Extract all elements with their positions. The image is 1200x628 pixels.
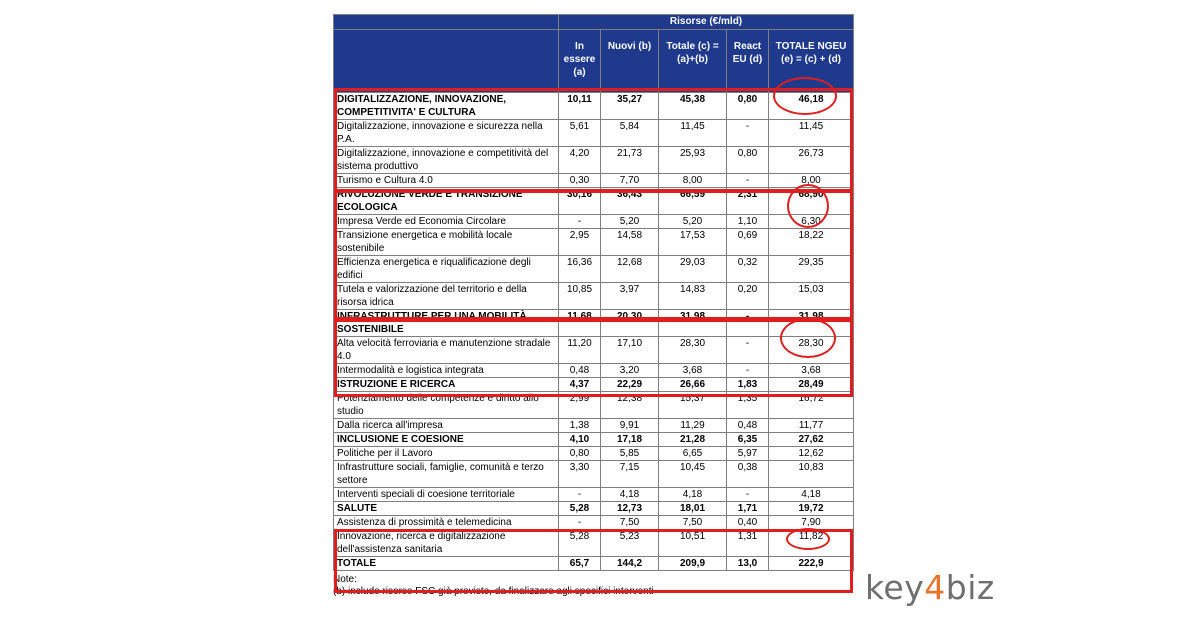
cell-value: 7,50	[601, 516, 659, 530]
cell-value: 12,38	[601, 392, 659, 419]
cell-value: 18,01	[659, 502, 727, 516]
row-label: Impresa Verde ed Economia Circolare	[334, 215, 559, 229]
cell-value: 7,90	[769, 516, 854, 530]
cell-value: 144,2	[601, 557, 659, 571]
cell-value: -	[727, 337, 769, 364]
cell-value: 0,20	[727, 283, 769, 310]
section-row	[334, 502, 854, 516]
cell-value: 0,80	[727, 147, 769, 174]
cell-value: 0,38	[727, 461, 769, 488]
cell-value: 2,99	[559, 392, 601, 419]
cell-value: 8,00	[769, 174, 854, 188]
cell-value: 10,45	[659, 461, 727, 488]
cell-value: 5,20	[601, 215, 659, 229]
cell-value: 21,28	[659, 433, 727, 447]
cell-value: 1,35	[727, 392, 769, 419]
cell-value: 10,51	[659, 530, 727, 557]
cell-value: 26,73	[769, 147, 854, 174]
row-label: INCLUSIONE E COESIONE	[334, 433, 559, 447]
row-label: DIGITALIZZAZIONE, INNOVAZIONE, COMPETITIVITA' E CULTURA	[334, 93, 559, 120]
cell-value: 11,77	[769, 419, 854, 433]
notes-line: (b) include risorse FSC già previste, da finalizzare agli specifici interventi	[333, 586, 654, 597]
cell-value: 0,80	[559, 447, 601, 461]
cell-value: -	[559, 516, 601, 530]
cell-value: 3,68	[659, 364, 727, 378]
header-group-label: Risorse (€/mld)	[559, 15, 854, 30]
cell-value: 28,30	[659, 337, 727, 364]
row-label: TOTALE	[334, 557, 559, 571]
cell-value: -	[559, 488, 601, 502]
section-row	[334, 433, 854, 447]
cell-value: 4,18	[769, 488, 854, 502]
cell-value: 11,20	[559, 337, 601, 364]
cell-value: 0,32	[727, 256, 769, 283]
key4biz-logo	[865, 568, 995, 608]
cell-value: 5,61	[559, 120, 601, 147]
header-blank-cell	[334, 15, 559, 30]
cell-value: -	[559, 215, 601, 229]
cell-value: 209,9	[659, 557, 727, 571]
cell-value: 14,58	[601, 229, 659, 256]
cell-value: 11,82	[769, 530, 854, 557]
cell-value: 3,20	[601, 364, 659, 378]
cell-value: 4,18	[659, 488, 727, 502]
cell-value: 28,49	[769, 378, 854, 392]
highlight-box-infrastrutture	[334, 319, 853, 397]
row-label: RIVOLUZIONE VERDE E TRANSIZIONE ECOLOGICA	[334, 188, 559, 215]
cell-value: 10,83	[769, 461, 854, 488]
cell-value: 5,28	[559, 502, 601, 516]
cell-value: 1,71	[727, 502, 769, 516]
cell-value: 4,10	[559, 433, 601, 447]
column-header: In essere (a)	[559, 30, 601, 93]
cell-value: 7,50	[659, 516, 727, 530]
logo-text-key: key	[865, 568, 925, 607]
cell-value: 8,00	[659, 174, 727, 188]
column-header: React EU (d)	[727, 30, 769, 93]
row-label: Digitalizzazione, innovazione e competitività del sistema produttivo	[334, 147, 559, 174]
table-row	[334, 419, 854, 433]
table-row	[334, 447, 854, 461]
cell-value: 3,68	[769, 364, 854, 378]
highlight-oval-68-90	[787, 184, 829, 228]
cell-value: 22,29	[601, 378, 659, 392]
cell-value: 17,53	[659, 229, 727, 256]
cell-value: 15,03	[769, 283, 854, 310]
cell-value: 2,95	[559, 229, 601, 256]
row-label: ISTRUZIONE E RICERCA	[334, 378, 559, 392]
highlight-oval-46-18	[773, 77, 837, 115]
cell-value: 30,16	[559, 188, 601, 215]
cell-value: 17,10	[601, 337, 659, 364]
cell-value: 5,20	[659, 215, 727, 229]
row-label: Innovazione, ricerca e digitalizzazione dell'assistenza sanitaria	[334, 530, 559, 557]
cell-value: 31,98	[659, 310, 727, 337]
cell-value: 4,37	[559, 378, 601, 392]
cell-value: 0,48	[727, 419, 769, 433]
cell-value: 11,29	[659, 419, 727, 433]
cell-value: 3,97	[601, 283, 659, 310]
cell-value: 6,30	[769, 215, 854, 229]
cell-value: 5,28	[559, 530, 601, 557]
cell-value: 1,10	[727, 215, 769, 229]
cell-value: 0,69	[727, 229, 769, 256]
row-label: INFRASTRUTTURE PER UNA MOBILITÀ SOSTENIBILE	[334, 310, 559, 337]
row-label: SALUTE	[334, 502, 559, 516]
row-label: Politiche per il Lavoro	[334, 447, 559, 461]
cell-value: 3,30	[559, 461, 601, 488]
cell-value: 16,72	[769, 392, 854, 419]
cell-value: 4,20	[559, 147, 601, 174]
cell-value: 12,73	[601, 502, 659, 516]
cell-value: 11,68	[559, 310, 601, 337]
column-header: Totale (c) = (a)+(b)	[659, 30, 727, 93]
cell-value: 68,90	[769, 188, 854, 215]
cell-value: -	[727, 310, 769, 337]
cell-value: -	[727, 174, 769, 188]
cell-value: 11,45	[659, 120, 727, 147]
cell-value: 15,37	[659, 392, 727, 419]
row-label: Tutela e valorizzazione del territorio e della risorsa idrica	[334, 283, 559, 310]
cell-value: 13,0	[727, 557, 769, 571]
cell-value: 7,15	[601, 461, 659, 488]
row-label: Infrastrutture sociali, famiglie, comunità e terzo settore	[334, 461, 559, 488]
row-label: Intermodalità e logistica integrata	[334, 364, 559, 378]
cell-value: 5,84	[601, 120, 659, 147]
cell-value: 28,30	[769, 337, 854, 364]
cell-value: 27,62	[769, 433, 854, 447]
row-label: Assistenza di prossimità e telemedicina	[334, 516, 559, 530]
cell-value: 25,93	[659, 147, 727, 174]
cell-value: 65,7	[559, 557, 601, 571]
cell-value: 16,36	[559, 256, 601, 283]
cell-value: 7,70	[601, 174, 659, 188]
row-label: Transizione energetica e mobilità locale sostenibile	[334, 229, 559, 256]
cell-value: -	[727, 120, 769, 147]
table-row	[334, 488, 854, 502]
header-blank-cell	[334, 30, 559, 93]
cell-value: 29,03	[659, 256, 727, 283]
cell-value: 1,31	[727, 530, 769, 557]
cell-value: 21,73	[601, 147, 659, 174]
cell-value: 5,23	[601, 530, 659, 557]
cell-value: 14,83	[659, 283, 727, 310]
cell-value: 45,38	[659, 93, 727, 120]
logo-text-biz: biz	[945, 568, 995, 607]
row-label: Potenziamento delle competenze e diritto allo studio	[334, 392, 559, 419]
cell-value: 66,59	[659, 188, 727, 215]
highlight-oval-19-72	[786, 528, 830, 550]
cell-value: 46,18	[769, 93, 854, 120]
cell-value: 10,85	[559, 283, 601, 310]
column-header: Nuovi (b)	[601, 30, 659, 93]
cell-value: 12,68	[601, 256, 659, 283]
cell-value: 19,72	[769, 502, 854, 516]
cell-value: 6,65	[659, 447, 727, 461]
row-label: Turismo e Cultura 4.0	[334, 174, 559, 188]
cell-value: 9,91	[601, 419, 659, 433]
cell-value: 10,11	[559, 93, 601, 120]
cell-value: 2,31	[727, 188, 769, 215]
cell-value: 26,66	[659, 378, 727, 392]
cell-value: 6,35	[727, 433, 769, 447]
cell-value: 5,97	[727, 447, 769, 461]
table-row	[334, 516, 854, 530]
notes-title: Note:	[333, 574, 357, 585]
row-label: Dalla ricerca all'impresa	[334, 419, 559, 433]
table-row	[334, 461, 854, 488]
highlight-box-rivoluzione-verde	[334, 190, 853, 320]
cell-value: 17,18	[601, 433, 659, 447]
cell-value: 20,30	[601, 310, 659, 337]
cell-value: -	[727, 488, 769, 502]
cell-value: 35,27	[601, 93, 659, 120]
cell-value: -	[727, 364, 769, 378]
highlight-box-salute	[334, 529, 853, 593]
cell-value: 12,62	[769, 447, 854, 461]
cell-value: 29,35	[769, 256, 854, 283]
cell-value: 11,45	[769, 120, 854, 147]
cell-value: 222,9	[769, 557, 854, 571]
cell-value: 18,22	[769, 229, 854, 256]
row-label: Digitalizzazione, innovazione e sicurezza nella P.A.	[334, 120, 559, 147]
cell-value: 0,80	[727, 93, 769, 120]
row-label: Interventi speciali di coesione territoriale	[334, 488, 559, 502]
cell-value: 0,48	[559, 364, 601, 378]
cell-value: 0,30	[559, 174, 601, 188]
cell-value: 0,40	[727, 516, 769, 530]
cell-value: 1,83	[727, 378, 769, 392]
column-header: TOTALE NGEU (e) = (c) + (d)	[769, 30, 854, 93]
cell-value: 31,98	[769, 310, 854, 337]
logo-accent-4: 4	[924, 568, 946, 607]
cell-value: 5,85	[601, 447, 659, 461]
row-label: Efficienza energetica e riqualificazione degli edifici	[334, 256, 559, 283]
highlight-oval-31-98	[780, 318, 836, 358]
cell-value: 1,38	[559, 419, 601, 433]
row-label: Alta velocità ferroviaria e manutenzione stradale 4.0	[334, 337, 559, 364]
cell-value: 4,18	[601, 488, 659, 502]
cell-value: 36,43	[601, 188, 659, 215]
